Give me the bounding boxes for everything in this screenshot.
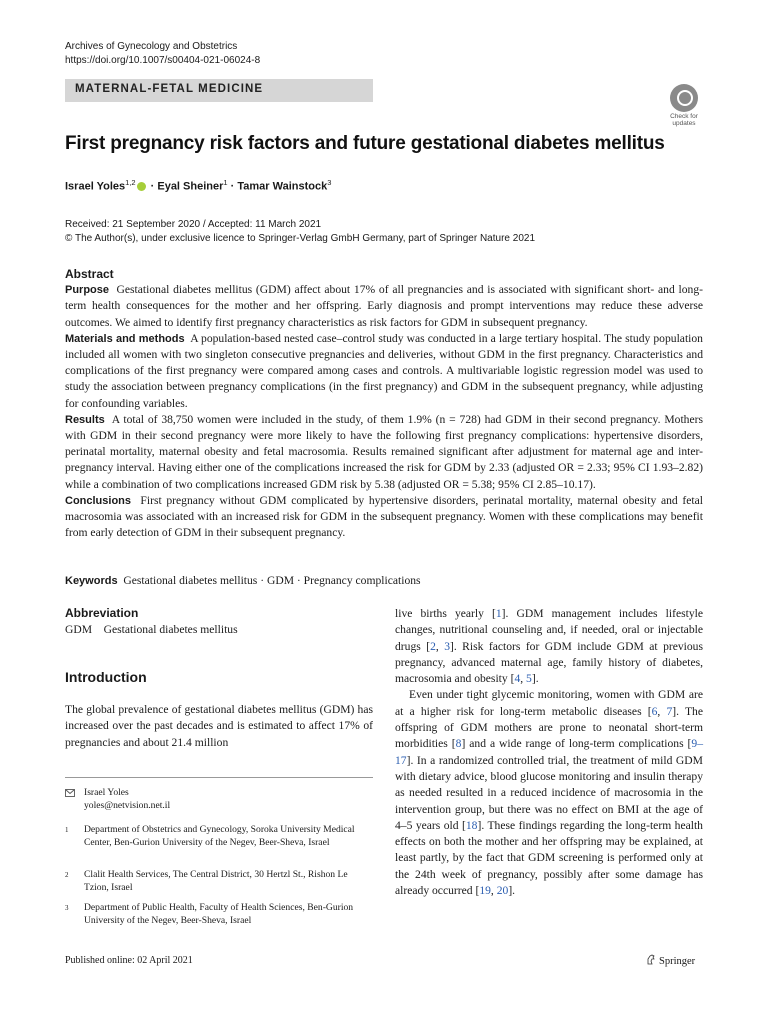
author-affil: 1,2 — [125, 178, 136, 187]
received-accepted: Received: 21 September 2020 / Accepted: 11 March 2021 — [65, 219, 322, 230]
citation-link[interactable]: 19 — [479, 884, 491, 898]
body-text: ]. The offspring of GDM mothers are prone to neonatal short-term morbidities [ — [395, 704, 703, 751]
published-date: Published online: 02 April 2021 — [65, 955, 193, 966]
correspondence-name: Israel Yoles — [84, 787, 129, 798]
abbreviation-entry — [65, 623, 238, 636]
author-list — [65, 178, 331, 193]
author-name[interactable]: Tamar Wainstock — [237, 180, 328, 193]
intro-right-column — [395, 606, 703, 899]
body-text: ]. These findings regarding the long-term health effects on both the mother and her offspring may be explained, at least partly, by the fact that GDM screening is performed only at the 24th week of pregnancy, possibly after some damage has already occurred [ — [395, 818, 703, 898]
journal-name: Archives of Gynecology and Obstetrics — [65, 41, 238, 52]
correspondence-block — [65, 787, 170, 812]
check-updates-icon — [670, 84, 698, 112]
abstract-purpose: Purpose Gestational diabetes mellitus (GDM) affect about 17% of all pregnancies and is associated with significant short- and long-term health consequences for the mother and her offspring. Early diagnosis and prompt interventions may reduce these adverse outcomes. We aimed to identify first pregnancy characteristics as risk factors for GDM in subsequent pregnancy. — [65, 283, 703, 329]
doi-link[interactable]: https://doi.org/10.1007/s00404-021-06024-8 — [65, 55, 261, 66]
intro-paragraph-continued — [395, 606, 703, 687]
citation-link[interactable]: 20 — [496, 884, 509, 898]
body-text: ] and a wide range of long-term complications [ — [461, 737, 692, 751]
citation-link[interactable]: 1 — [495, 607, 502, 620]
body-text: , — [657, 704, 667, 718]
author-separator: · — [147, 180, 158, 193]
citation-link[interactable]: 4 — [514, 672, 521, 686]
body-text: ]. In a randomized controlled trial, the treatment of mild GDM with dietary advice, blood glucose monitoring and insulin therapy as needed resulted in a reduced incidence of macrosomia in the intervention group, but there was no effect on BMI at the age of 4–5 years old [ — [395, 753, 703, 832]
envelope-icon — [65, 789, 75, 797]
body-text: ]. — [531, 672, 539, 686]
orcid-icon[interactable] — [137, 182, 146, 191]
body-text: , — [490, 884, 497, 898]
journal-header — [65, 40, 260, 68]
keywords — [65, 574, 421, 587]
abbreviation-term: GDM — [65, 623, 93, 636]
citation-link[interactable]: 7 — [666, 704, 673, 718]
abstract — [65, 266, 703, 541]
introduction-heading: Introduction — [65, 669, 147, 685]
introduction-paragraph: The global prevalence of gestational diabetes mellitus (GDM) has increased over the past decades and is estimated to affect 17% of pregnancies and about 21.4 million — [65, 703, 373, 749]
author-name[interactable]: Israel Yoles — [65, 180, 126, 193]
abbreviation-definition: Gestational diabetes mellitus — [103, 623, 238, 636]
citation-link[interactable]: 5 — [526, 672, 532, 686]
article-title: First pregnancy risk factors and future gestational diabetes mellitus — [65, 133, 665, 154]
body-text: , — [435, 639, 445, 653]
body-text: ]. GDM management includes lifestyle changes, nutritional counseling and, if needed, oral or injectable drugs [ — [395, 607, 703, 653]
citation-link[interactable]: 2 — [430, 639, 436, 653]
abstract-heading: Abstract — [65, 267, 114, 281]
author-affil: 1 — [223, 178, 228, 187]
body-text: live births yearly [ — [395, 607, 496, 620]
body-text: Even under tight glycemic monitoring, women with GDM are at a higher risk for long-term metabolic diseases [ — [395, 688, 703, 718]
body-text: ]. — [508, 884, 516, 898]
body-text: ]. Risk factors for GDM include GDM at previous pregnancy, advanced maternal age, family history of diabetes, macrosomia and obesity [ — [395, 639, 703, 686]
article-dates — [65, 218, 535, 245]
abstract-results: Results A total of 38,750 women were included in the study, of them 1.9% (n = 728) had GDM in their second pregnancy. Mothers with GDM in their second pregnancy were more likely to have the following first pregnancy complications: hypertensive disorders, perinatal mortality, maternal obesity and fetal macrosomia. Results remained significant after adjustment for maternal age and inter-pregnancy interval. Having either one of the complications increased the risk for GDM by 2.33 (adjusted OR = 2.33; 95% CI 1.93–2.82) while a combination of two complications increased GDM risk by 5.38 (adjusted OR = 5.38; 95% CI 2.85–10.17). — [65, 412, 703, 491]
section-banner — [65, 79, 373, 102]
springer-horse-icon — [646, 954, 656, 965]
check-for-updates-badge[interactable] — [664, 84, 704, 127]
copyright: © The Author(s), under exclusive licence to Springer-Verlag GmbH Germany, part of Springer Nature 2021 — [65, 232, 535, 244]
affiliation-3: 3 Department of Public Health, Faculty of Health Sciences, Ben-Gurion University of the Negev, Beer-Sheva, Israel — [65, 902, 354, 926]
check-updates-text: Check for updates — [670, 113, 698, 127]
footnote-divider — [65, 777, 373, 778]
citation-link[interactable]: 6 — [651, 704, 658, 718]
author-separator: · — [227, 180, 238, 193]
citation-link[interactable]: 18 — [465, 818, 478, 832]
section-label: MATERNAL-FETAL MEDICINE — [75, 83, 264, 95]
author-affil: 3 — [327, 178, 332, 187]
intro-paragraph-2 — [395, 687, 703, 899]
author-name[interactable]: Eyal Sheiner — [157, 180, 224, 193]
abstract-conclusions: Conclusions First pregnancy without GDM complicated by hypertensive disorders, perinatal mortality, maternal obesity and fetal macrosomia was associated with an increased risk for GDM in the subsequent pregnancy. Women with these complications may benefit from early detection of GDM in their subsequent pregnancy. — [65, 493, 703, 540]
body-text: , — [520, 672, 527, 686]
correspondence-email[interactable]: yoles@netvision.net.il — [84, 799, 171, 811]
keywords-label: Keywords — [65, 575, 118, 587]
affiliation-2: 2 Clalit Health Services, The Central District, 30 Hertzl St., Rishon Le Tzion, Israel — [65, 869, 348, 893]
citation-link[interactable]: 3 — [444, 639, 450, 653]
publisher-logo — [646, 954, 695, 967]
abbreviation-heading: Abbreviation — [65, 606, 139, 620]
keywords-text: Gestational diabetes mellitus · GDM · Pregnancy complications — [123, 574, 421, 587]
abstract-methods: Materials and methods A population-based nested case–control study was conducted in a large tertiary hospital. The study population included all women with two singleton consecutive pregnancies and deliveries, without GDM in the first pregnancy. Characteristics and complications of the first pregnancy were compared among cases and controls. A multivariable logistic regression model was used to study the association between pregnancy complications (in the first pregnancy) and GDM in the subsequent pregnancy, while adjusting for confounding variables. — [65, 331, 703, 410]
affiliation-1: 1 Department of Obstetrics and Gynecology, Soroka University Medical Center, Ben-Gurion University of the Negev, Beer-Sheva, Israel — [65, 824, 355, 848]
citation-link[interactable]: 8 — [455, 737, 462, 751]
citation-link[interactable]: 9–17 — [395, 737, 703, 767]
publisher-name: Springer — [659, 956, 696, 967]
